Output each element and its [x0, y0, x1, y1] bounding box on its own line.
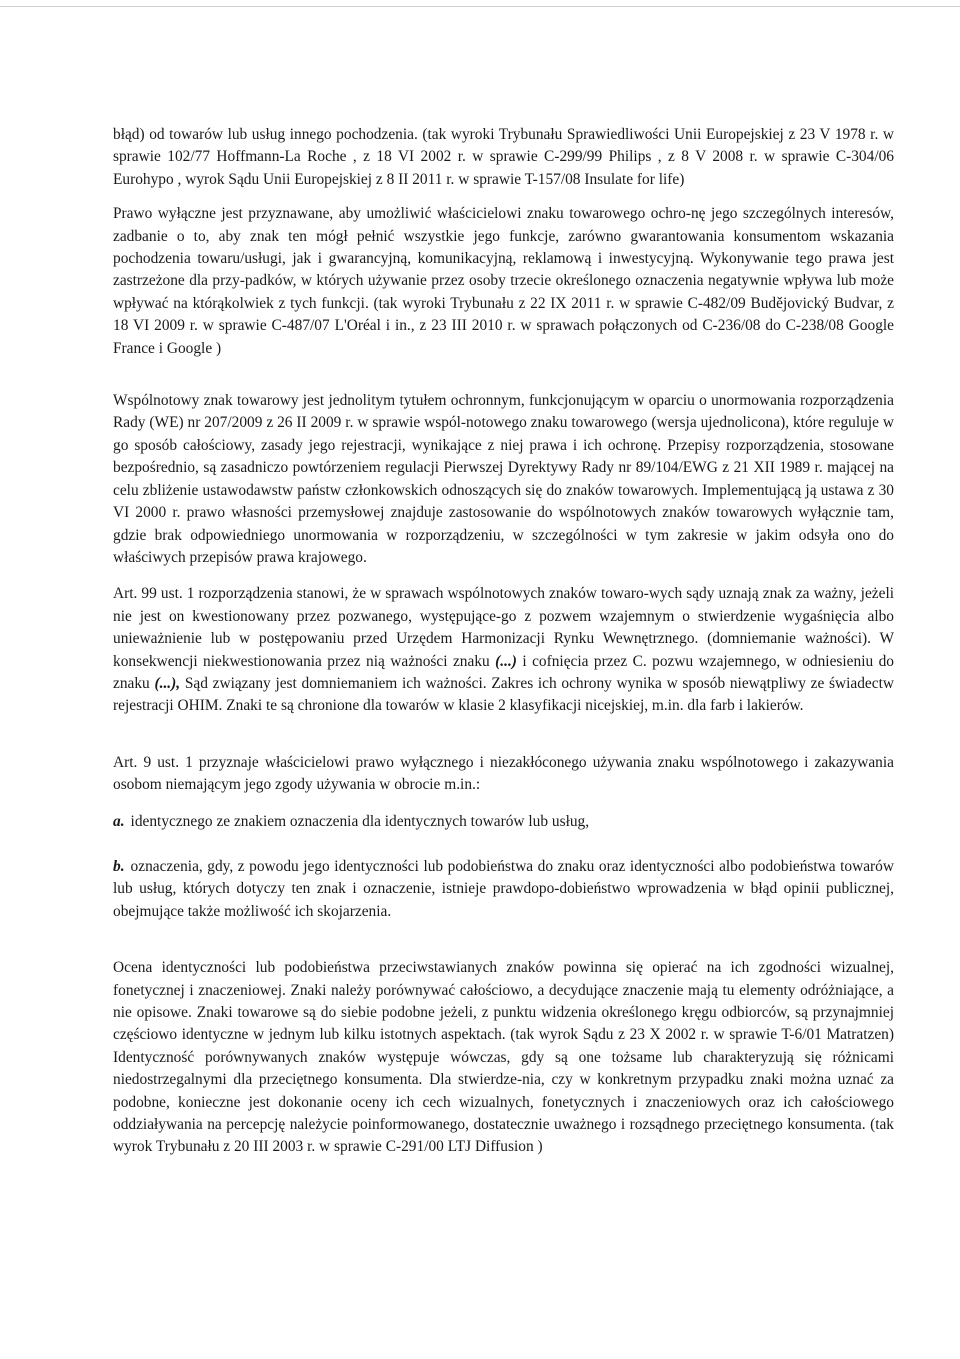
paragraph-community-trademark: Wspólnotowy znak towarowy jest jednolitym tytułem ochronnym, funkcjonującym w oparciu o unormowania rozporządzenia Rady (WE) nr 207/2009 z 26 II 2009 r. w sprawie wspól-notowego znaku towarowego (wersja ujednolicona), które reguluje w go sposób całościowy, zasady jego rejestracji, wynikające z niej prawa i ich ochronę. Przepisy rozporządzenia, stosowane bezpośrednio, są zasadniczo powtórzeniem regulacji Pierwszej Dyrektywy Rady nr 89/104/EWG z 21 XII 1989 r. mającej na celu zbliżenie ustawodawstw państw członkowskich odnoszących się do znaków towarowych. Implementującą ją ustawa z 30 VI 2000 r. prawo własności przemysłowej znajduje zastosowanie do wspólnotowych znaków towarowych wyłącznie tam, gdzie brak odpowiedniego unormowania w rozporządzeniu, w szczególności w tym zakresie w jakim odsyła ono do właściwych przepisów prawa krajowego.	[113, 392, 894, 566]
scan-top-edge-line	[0, 6, 960, 7]
list-marker-b: b.	[113, 857, 125, 875]
paragraph-art-99	[113, 583, 894, 717]
art99-text-part2: i cofnięcia przez C. pozwu wzajemnego, w odniesieniu do znaku	[113, 652, 894, 692]
paragraph-similarity-assessment: Ocena identyczności lub podobieństwa przeciwstawianych znaków powinna się opierać na ich zgodności wizualnej, fonetycznej i znaczeniowej. Znaki należy porównywać całościowo, a decydujące znaczenie mają tu elementy odróżniające, a nie opisowe. Znaki towarowe są do siebie podobne jeżeli, z punktu widzenia określonego kręgu odbiorców, są przynajmniej częściowo identyczne w jednym lub kilku istotnych aspektach. (tak wyrok Sądu z 23 X 2002 r. w sprawie T-6/01 Matratzen) Identyczność porównywanych znaków występuje wówczas, gdy są one tożsame lub charakteryzują się różnicami niedostrzegalnymi dla przeciętnego konsumenta. Dla stwierdze-nia, czy w konkretnym przypadku znaki można uznać za podobne, konieczne jest dokonanie oceny ich cech wizualnych, fonetycznych i znaczeniowych oraz ich całościowego oddziaływania na percepcję należycie poinformowanego, dostatecznie uważnego i rozsądnego przeciętnego konsumenta. (tak wyrok Trybunału z 20 III 2003 r. w sprawie C-291/00 LTJ Diffusion )	[113, 959, 894, 1156]
list-marker-a: a.	[113, 812, 125, 830]
document-page	[113, 124, 894, 1159]
list-item-a	[113, 811, 894, 833]
list-item-b	[113, 856, 894, 923]
list-item-b-text: oznaczenia, gdy, z powodu jego identyczności lub podobieństwa do znaku oraz identyczności albo podobieństwa towarów lub usług, których dotyczy ten znak i oznaczenie, istnieje prawdopo-dobieństwo wprowadzenia w błąd opinii publicznej, obejmujące także możliwość ich skojarzenia.	[113, 857, 894, 920]
art99-text-part3: Sąd związany jest domniemaniem ich ważności. Zakres ich ochrony wynika w sposób niewątpliwy ze świadectw rejestracji OHIM. Znaki te są chronione dla towarów w klasie 2 klasyfikacji nicejskiej, m.in. dla farb i lakierów.	[113, 674, 894, 715]
art99-text-part1: Art. 99 ust. 1 rozporządzenia stanowi, że w sprawach wspólnotowych znaków towaro-wych sądy uznają znak za ważny, jeżeli nie jest on kwestionowany przez pozwanego, występujące-go z pozwem wzajemnym o stwierdzenie wygaśnięcia albo unieważnienie lub w postępowaniu przed Urzędem Harmonizacji Rynku Wewnętrznego. (domniemanie ważności). W konsekwencji niekwestionowania przez nią ważności znaku	[113, 585, 894, 670]
paragraph-case-law-continuation: błąd) od towarów lub usług innego pochodzenia. (tak wyroki Trybunału Sprawiedliwości Unii Europejskiej z 23 V 1978 r. w sprawie 102/77 Hoffmann-La Roche , z 18 VI 2002 r. w sprawie C-299/99 Philips , z 8 V 2008 r. w sprawie C-304/06 Eurohypo , wyrok Sądu Unii Europejskiej z 8 II 2011 r. w sprawie T-157/08 Insulate for life)	[113, 126, 894, 188]
paragraph-art-9-intro: Art. 9 ust. 1 przyznaje właścicielowi prawo wyłącznego i niezakłóconego używania znaku wspólnotowego i zakazywania osobom niemającym jego zgody używania w obrocie m.in.:	[113, 753, 894, 794]
art99-elision-1: (...)	[495, 652, 517, 670]
art99-elision-2: (...),	[154, 674, 181, 692]
paragraph-exclusive-right: Prawo wyłączne jest przyznawane, aby umożliwić właścicielowi znaku towarowego ochro-nę jego szczególnych interesów, zadbanie o to, aby znak ten mógł pełnić wszystkie jego funkcje, zarówno gwarantowania konsumentom wskazania pochodzenia towaru/usługi, jak i gwarancyjną, komunikacyjną, reklamową i inwestycyjną. Wykonywanie tego prawa jest zastrzeżone dla przy-padków, w których używanie przez osoby trzecie określonego oznaczenia negatywnie wpływa lub może wpływać na którąkolwiek z tych funkcji. (tak wyroki Trybunału z 22 IX 2011 r. w sprawie C-482/09 Budějovický Budvar, z 18 VI 2009 r. w sprawie C-487/07 L'Oréal i in., z 23 III 2010 r. w sprawach połączonych od C-236/08 do C-238/08 Google France i Google )	[113, 205, 894, 357]
list-item-a-text: identycznego ze znakiem oznaczenia dla identycznych towarów lub usług,	[130, 812, 590, 830]
